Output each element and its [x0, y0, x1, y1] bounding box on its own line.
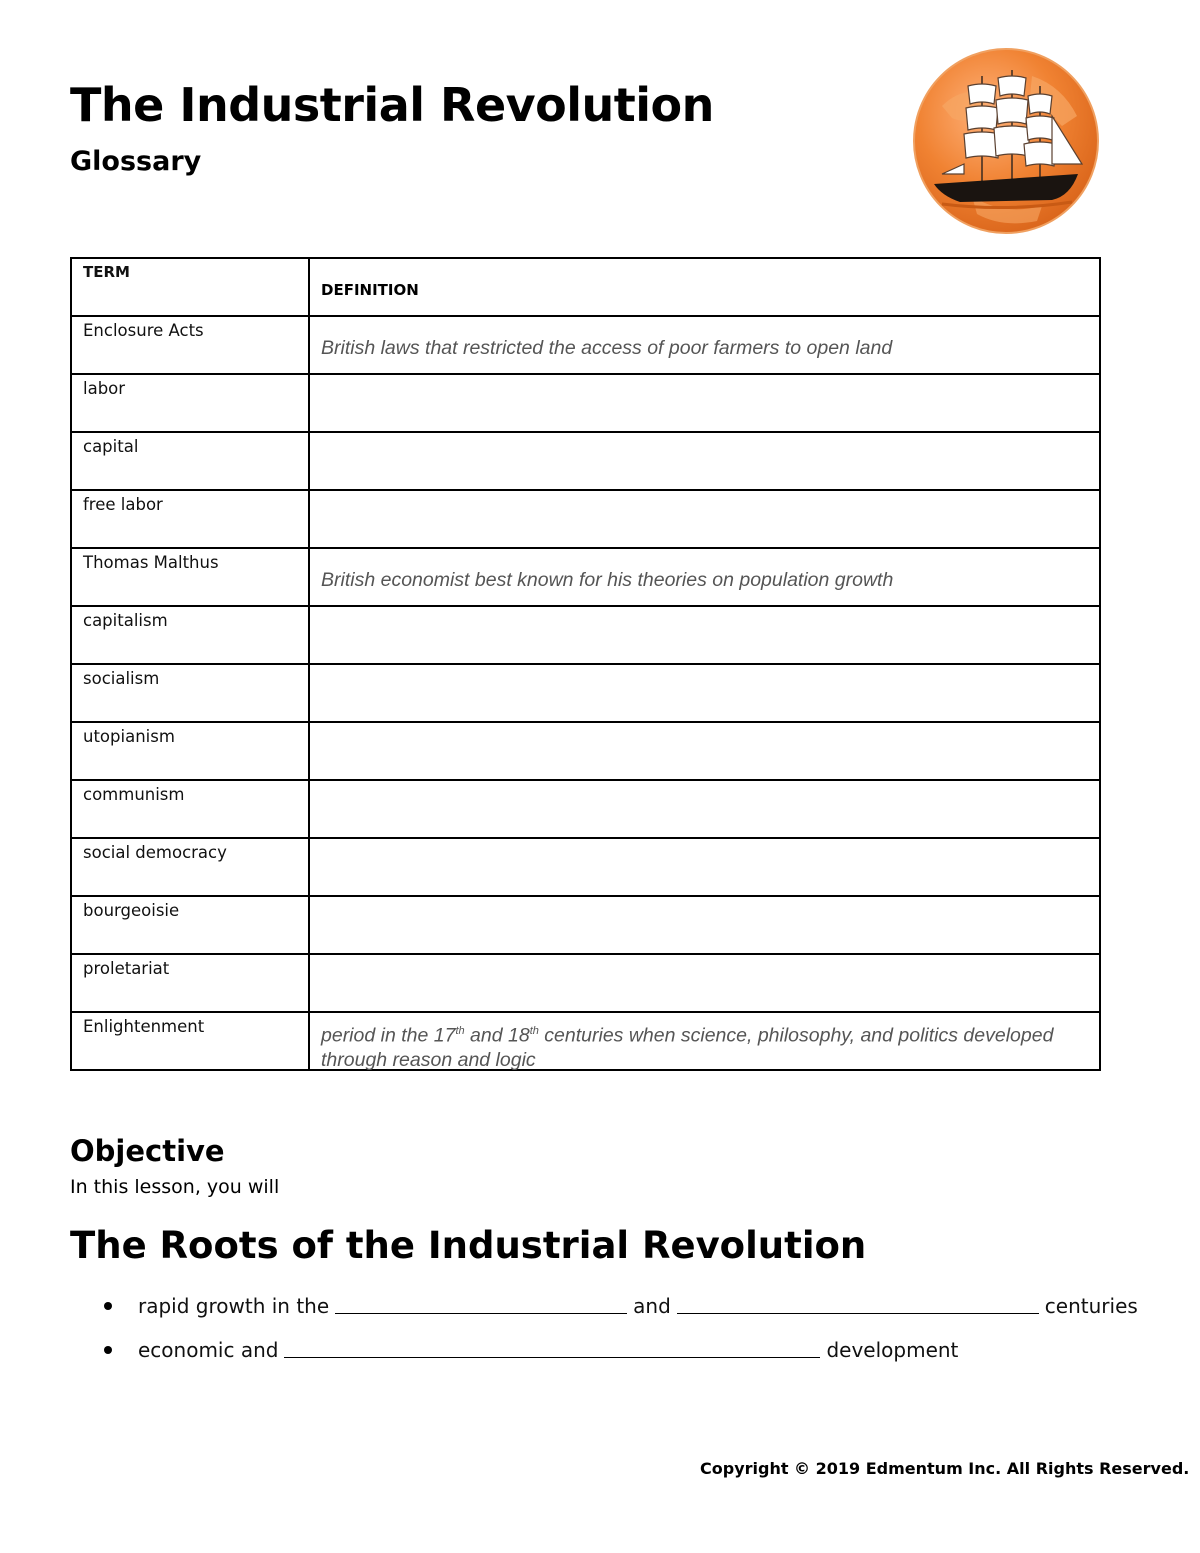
table-row — [71, 548, 1100, 606]
term-header-cell — [71, 258, 309, 316]
definition-cell[interactable] — [309, 490, 1100, 548]
term-cell — [71, 780, 309, 838]
def-part: centuries when science, philosophy, and politics developed through reason and logic — [321, 1024, 1054, 1071]
definition-cell[interactable] — [309, 954, 1100, 1012]
term-cell — [71, 432, 309, 490]
table-row — [71, 780, 1100, 838]
definition-text: British economist best known for his theories on population growth — [321, 569, 894, 591]
bullet-item — [104, 1288, 1138, 1318]
objective-heading: Objective — [70, 1134, 225, 1168]
term-text: Thomas Malthus — [83, 553, 219, 572]
glossary-table — [70, 257, 1101, 1071]
term-cell — [71, 664, 309, 722]
table-row — [71, 896, 1100, 954]
copyright-notice: Copyright © 2019 Edmentum Inc. All Rights Reserved. — [700, 1459, 1190, 1478]
def-part: period in the 17 — [321, 1024, 456, 1047]
term-text: Enclosure Acts — [83, 321, 204, 340]
term-text: free labor — [83, 495, 163, 514]
term-text: socialism — [83, 669, 160, 688]
enlightenment-definition — [321, 1019, 1089, 1072]
bullet-text: rapid growth in the — [138, 1294, 330, 1318]
def-part: and 18 — [464, 1024, 530, 1047]
def-superscript: th — [455, 1025, 465, 1037]
term-cell — [71, 606, 309, 664]
term-text: labor — [83, 379, 126, 398]
table-header-row — [71, 258, 1100, 316]
table-row — [71, 374, 1100, 432]
table-row — [71, 490, 1100, 548]
term-cell — [71, 316, 309, 374]
bullet-text: economic and — [138, 1338, 279, 1362]
term-text: capital — [83, 437, 139, 456]
term-cell — [71, 722, 309, 780]
table-row — [71, 432, 1100, 490]
term-text: capitalism — [83, 611, 168, 630]
definition-column-header: DEFINITION — [321, 281, 419, 299]
table-row — [71, 664, 1100, 722]
term-text: bourgeoisie — [83, 901, 180, 920]
bullet-icon — [104, 1302, 112, 1310]
fill-in-blank[interactable] — [677, 1289, 1039, 1314]
definition-cell[interactable] — [309, 1012, 1100, 1070]
table-row — [71, 722, 1100, 780]
term-text: utopianism — [83, 727, 175, 746]
term-cell — [71, 954, 309, 1012]
bullet-text: centuries — [1044, 1294, 1138, 1318]
bullet-text: development — [826, 1338, 959, 1362]
definition-header-cell — [309, 258, 1100, 316]
term-text: proletariat — [83, 959, 170, 978]
table-row — [71, 1012, 1100, 1070]
table-row — [71, 954, 1100, 1012]
definition-cell[interactable] — [309, 374, 1100, 432]
def-superscript: th — [529, 1025, 539, 1037]
objective-text: In this lesson, you will — [70, 1176, 280, 1198]
definition-cell[interactable] — [309, 316, 1100, 374]
page-title: The Industrial Revolution — [70, 78, 714, 132]
definition-cell[interactable] — [309, 606, 1100, 664]
definition-cell[interactable] — [309, 548, 1100, 606]
bullet-text: and — [633, 1294, 671, 1318]
definition-cell[interactable] — [309, 722, 1100, 780]
fill-in-blank[interactable] — [335, 1289, 627, 1314]
fill-in-blank[interactable] — [284, 1333, 820, 1358]
term-text: Enlightenment — [83, 1017, 205, 1036]
globe-ship-logo-icon — [912, 46, 1100, 236]
term-cell — [71, 374, 309, 432]
bullet-item — [104, 1332, 958, 1362]
term-text: social democracy — [83, 843, 227, 862]
table-row — [71, 838, 1100, 896]
definition-cell[interactable] — [309, 896, 1100, 954]
term-cell — [71, 548, 309, 606]
definition-cell[interactable] — [309, 838, 1100, 896]
table-row — [71, 606, 1100, 664]
definition-text: British laws that restricted the access of poor farmers to open land — [321, 337, 893, 359]
term-cell — [71, 838, 309, 896]
term-cell — [71, 896, 309, 954]
page-subtitle: Glossary — [70, 146, 202, 177]
term-cell — [71, 490, 309, 548]
term-cell — [71, 1012, 309, 1070]
definition-cell[interactable] — [309, 780, 1100, 838]
term-text: communism — [83, 785, 185, 804]
bullet-icon — [104, 1346, 112, 1354]
definition-cell[interactable] — [309, 664, 1100, 722]
term-column-header: TERM — [83, 263, 130, 281]
definition-cell[interactable] — [309, 432, 1100, 490]
table-row — [71, 316, 1100, 374]
roots-heading: The Roots of the Industrial Revolution — [70, 1224, 867, 1267]
